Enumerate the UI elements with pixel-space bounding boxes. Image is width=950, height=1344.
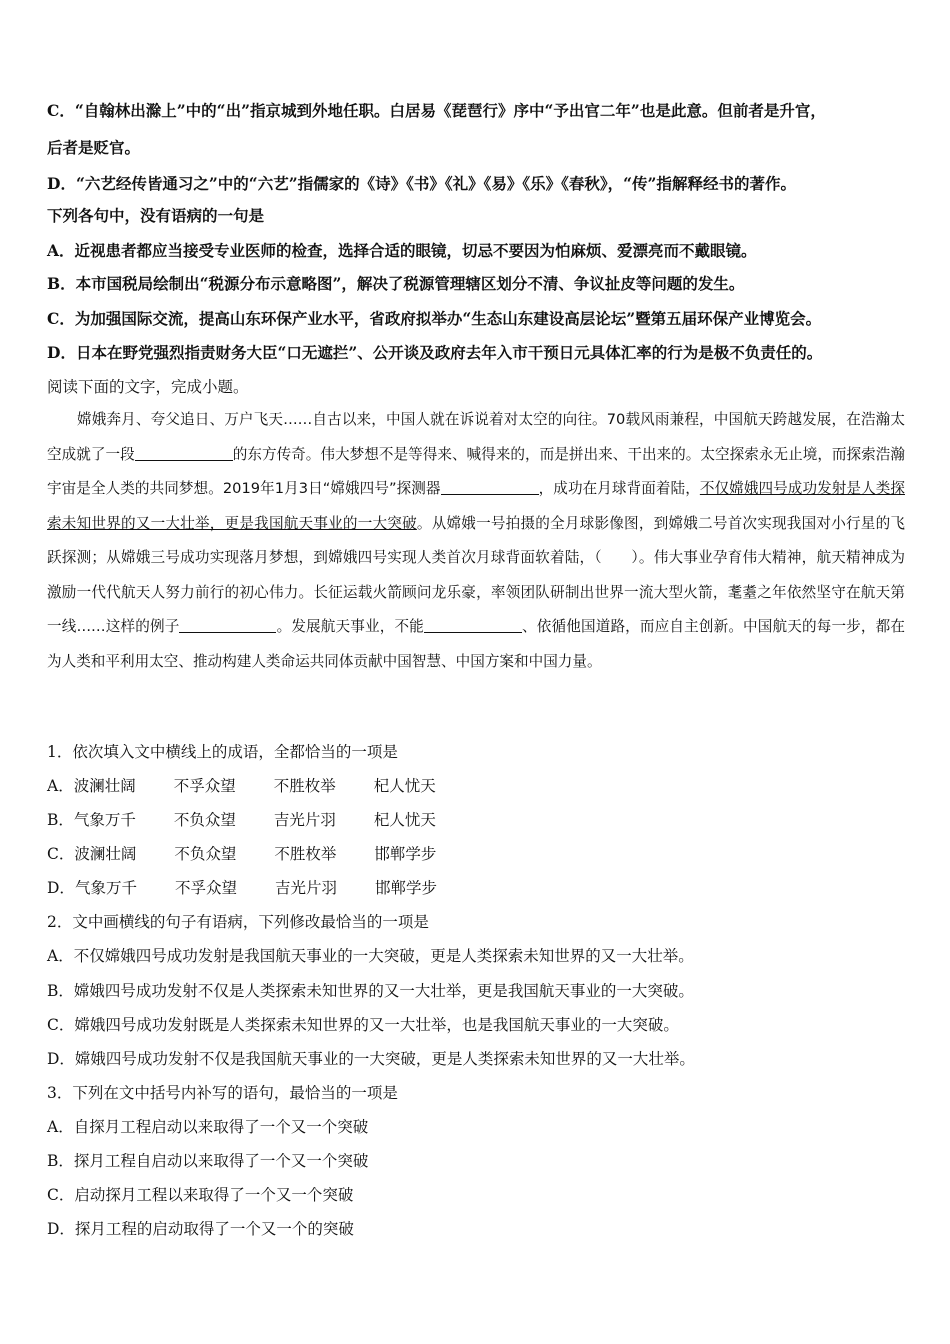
q1-option-item: 气象万千 [74, 879, 137, 897]
q2-stem: 2．文中画横线的句子有语病，下列修改最恰当的一项是 [47, 913, 429, 931]
option-c-line2: 后者是贬官。 [47, 138, 141, 157]
q1-option-item: 不负众望 [174, 845, 237, 863]
q3-option-b: B．探月工程自启动以来取得了一个又一个突破 [47, 1152, 369, 1170]
q1-option-label: D． [47, 879, 75, 897]
q1-option-b [47, 809, 474, 831]
q1-option-a [47, 775, 474, 797]
blank-1 [135, 442, 233, 461]
q1-option-item: 杞人忧天 [373, 811, 436, 829]
q1-option-item: 不胜枚举 [274, 845, 337, 863]
q1-option-item: 不孚众望 [174, 879, 237, 897]
q1-option-item: 吉光片羽 [273, 811, 336, 829]
q3-option-a: A．自探月工程启动以来取得了一个又一个突破 [47, 1118, 369, 1136]
q1-option-item: 不孚众望 [173, 777, 236, 795]
q1-option-item: 不胜枚举 [273, 777, 336, 795]
passage-part-1: 嫦娥奔月、夸父追日、万户飞天……自古以来，中国人就在诉说着对太空的向往。70载风雨兼程，中国航天跨越发展，在浩瀚太空成就了一段 [47, 411, 905, 463]
reading-passage [47, 403, 905, 679]
q1-option-label: B． [47, 811, 74, 829]
grammar-option-d: D．日本在野党强烈指责财务大臣“口无遮拦”、公开谈及政府去年入市干预日元具体汇率的行为是极不负责任的。 [47, 343, 823, 362]
grammar-option-a: A．近视患者都应当接受专业医师的检查，选择合适的眼镜，切忌不要因为怕麻烦、爱漂亮而不戴眼镜。 [47, 241, 757, 260]
blank-2 [441, 476, 539, 495]
blank-3 [179, 614, 276, 633]
underlined-sentence: 不仅嫦娥四号成功发射是人类探索未知世界的又一大壮举，更是我国航天事业的一大突破 [47, 480, 905, 532]
option-c-line1: C．“自翰林出滁上”中的“出”指京城到外地任职。白居易《琵琶行》序中“予出官二年”也是此意。但前者是升官， [47, 101, 826, 120]
passage-part-5: 。发展航天事业，不能 [276, 618, 424, 635]
q2-option-a: A．不仅嫦娥四号成功发射是我国航天事业的一大突破，更是人类探索未知世界的又一大壮举。 [47, 947, 694, 965]
q1-option-item: 气象万千 [73, 811, 136, 829]
q1-option-item: 波澜壮阔 [74, 845, 137, 863]
q1-option-label: C． [47, 845, 75, 863]
grammar-option-c: C．为加强国际交流，提高山东环保产业水平，省政府拟举办“生态山东建设高层论坛”暨第五届环保产业博览会。 [47, 309, 822, 328]
option-d: D．“六艺经传皆通习之”中的“六艺”指儒家的《诗》《书》《礼》《易》《乐》《春秋》，“传”指解释经书的著作。 [47, 174, 796, 193]
q1-option-item: 邯郸学步 [374, 879, 437, 897]
q1-stem: 1．依次填入文中横线上的成语，全都恰当的一项是 [47, 743, 398, 761]
q3-option-d: D．探月工程的启动取得了一个又一个的突破 [47, 1220, 354, 1238]
q3-stem: 3．下列在文中括号内补写的语句，最恰当的一项是 [47, 1084, 398, 1102]
passage-part-3: ，成功在月球背面着陆， [538, 480, 700, 497]
grammar-question-stem: 下列各句中，没有语病的一句是 [47, 206, 265, 225]
blank-4 [424, 614, 522, 633]
q2-option-c: C．嫦娥四号成功发射既是人类探索未知世界的又一大壮举，也是我国航天事业的一大突破。 [47, 1016, 679, 1034]
q1-option-item: 吉光片羽 [274, 879, 337, 897]
q2-option-b: B．嫦娥四号成功发射不仅是人类探索未知世界的又一大壮举，更是我国航天事业的一大突破。 [47, 982, 694, 1000]
q1-option-item: 波澜壮阔 [73, 777, 136, 795]
q1-option-item: 邯郸学步 [374, 845, 437, 863]
q1-option-item: 杞人忧天 [373, 777, 436, 795]
q1-option-d [47, 877, 475, 899]
passage-part-4: 。从嫦娥一号拍摄的全月球影像图，到嫦娥二号首次实现我国对小行星的飞跃探测；从嫦娥三号成功实现落月梦想，到嫦娥四号实现人类首次月球背面软着陆，（ ）。伟大事业孕育伟大精神，航天精神成为激励一代代航天人努力前行的初心伟力。长征运载火箭顾问龙乐豪，率领团队研制出世界一流大型火箭，耄耋之年依然坚守在航天第一线……这样的例子 [47, 514, 905, 635]
passage-part-6: 、依循他国道路，而应自主创新。中国航天的每一步，都在为人类和平利用太空、推动构建人类命运共同体贡献中国智慧、中国方案和中国力量。 [47, 618, 905, 670]
q1-option-c [47, 843, 474, 865]
grammar-option-b: B．本市国税局绘制出“税源分布示意略图”，解决了税源管理辖区划分不清、争议扯皮等问题的发生。 [47, 274, 745, 293]
q1-option-item: 不负众望 [173, 811, 236, 829]
passage-part-2: 的东方传奇。伟大梦想不是等得来、喊得来的，而是拼出来、干出来的。太空探索永无止境，而探索浩瀚宇宙是全人类的共同梦想。2019年1月3日“嫦娥四号”探测器 [47, 445, 905, 497]
q1-option-label: A． [47, 777, 74, 795]
reading-instruction: 阅读下面的文字，完成小题。 [47, 378, 249, 396]
q2-option-d: D．嫦娥四号成功发射不仅是我国航天事业的一大突破，更是人类探索未知世界的又一大壮举。 [47, 1050, 695, 1068]
q3-option-c: C．启动探月工程以来取得了一个又一个突破 [47, 1186, 354, 1204]
